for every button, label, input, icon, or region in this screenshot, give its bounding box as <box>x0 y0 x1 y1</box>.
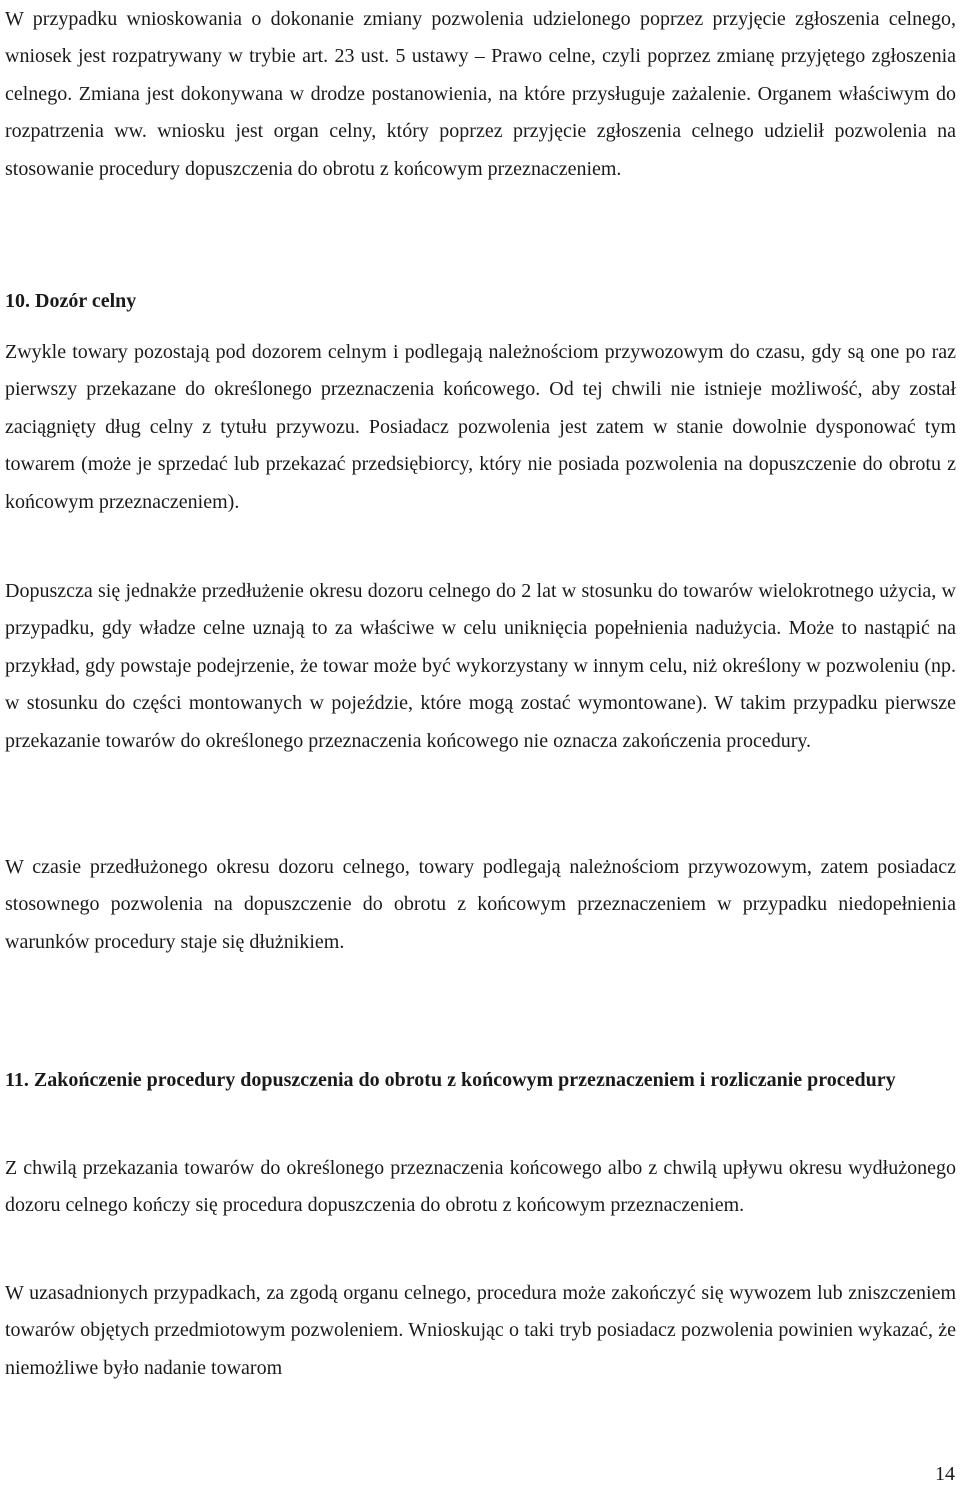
paragraph-procedure-end: Z chwilą przekazania towarów do określonego przeznaczenia końcowego albo z chwilą upływu okresu wydłużonego dozoru celnego kończy się procedura dopuszczenia do obrotu z końcowym przeznaczeniem. <box>5 1157 956 1217</box>
paragraph-customs-supervision: Zwykle towary pozostają pod dozorem celnym i podlegają należnościom przywozowym do czasu, gdy są one po raz pierwszy przekazane do określonego przeznaczenia końcowego. Od tej chwili nie istnieje możliwość, aby został zaciągnięty dług celny z tytułu przywozu. Posiadacz pozwolenia jest zatem w stanie dowolnie dysponować tym towarem (może je sprzedać lub przekazać przedsiębiorcy, który nie posiada pozwolenia na dopuszczenie do obrotu z końcowym przeznaczeniem). <box>5 341 956 513</box>
paragraph-supervision-extension: Dopuszcza się jednakże przedłużenie okresu dozoru celnego do 2 lat w stosunku do towarów wielokrotnego użycia, w przypadku, gdy władze celne uznają to za właściwe w celu uniknięcia popełnienia nadużycia. Może to nastąpić na przykład, gdy powstaje podejrzenie, że towar może być wykorzystany w innym celu, niż określony w pozwoleniu (np. w stosunku do części montowanych w pojeździe, które mogą zostać wymontowane). W takim przypadku pierwsze przekazanie towarów do określonego przeznaczenia końcowego nie oznacza zakończenia procedury. <box>5 580 956 752</box>
section-number-11: 11. <box>5 1069 29 1091</box>
paragraph-export-or-destruction: W uzasadnionych przypadkach, za zgodą organu celnego, procedura może zakończyć się wywozem lub zniszczeniem towarów objętych przedmiotowym pozwoleniem. Wnioskując o taki tryb posiadacz pozwolenia powinien wykazać, że niemożliwe było nadanie towarom <box>5 1282 956 1379</box>
section-title-10: Dozór celny <box>35 290 137 312</box>
section-title-11: Zakończenie procedury dopuszczenia do obrotu z końcowym przeznaczeniem i rozliczanie procedury <box>33 1069 896 1091</box>
paragraph-extended-supervision-debtor: W czasie przedłużonego okresu dozoru celnego, towary podlegają należnościom przywozowym, zatem posiadacz stosownego pozwolenia na dopuszczenie do obrotu z końcowym przeznaczeniem w przypadku niedopełnienia warunków procedury staje się dłużnikiem. <box>5 856 956 953</box>
section-heading-11 <box>5 1062 956 1099</box>
page-number: 14 <box>935 1463 955 1485</box>
section-number-10: 10. <box>5 290 30 312</box>
section-heading-10 <box>5 283 956 320</box>
paragraph-amendment-request: W przypadku wnioskowania o dokonanie zmiany pozwolenia udzielonego poprzez przyjęcie zgłoszenia celnego, wniosek jest rozpatrywany w trybie art. 23 ust. 5 ustawy – Prawo celne, czyli poprzez zmianę przyjętego zgłoszenia celnego. Zmiana jest dokonywana w drodze postanowienia, na które przysługuje zażalenie. Organem właściwym do rozpatrzenia ww. wniosku jest organ celny, który poprzez przyjęcie zgłoszenia celnego udzielił pozwolenia na stosowanie procedury dopuszczenia do obrotu z końcowym przeznaczeniem. <box>5 8 956 180</box>
